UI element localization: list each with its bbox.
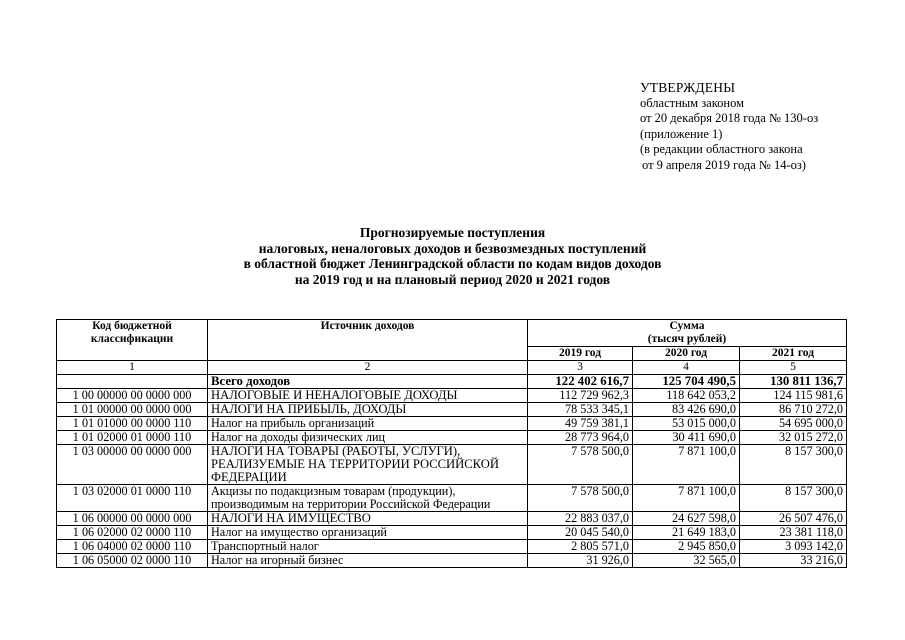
row-value-2020: 53 015 000,0 xyxy=(633,417,740,431)
approval-line: от 9 апреля 2019 года № 14-оз) xyxy=(642,157,806,172)
row-code: 1 06 02000 02 0000 110 xyxy=(57,526,208,540)
row-value-2021: 33 216,0 xyxy=(740,554,847,568)
header-code: Код бюджетной классификации xyxy=(57,320,208,361)
row-value-2021: 8 157 300,0 xyxy=(740,485,847,512)
row-code: 1 01 00000 00 0000 000 xyxy=(57,403,208,417)
header-sum-unit: (тысяч рублей) xyxy=(647,333,727,345)
row-value-2021: 23 381 118,0 xyxy=(740,526,847,540)
row-value-2019: 7 578 500,0 xyxy=(528,445,633,485)
row-source: НАЛОГОВЫЕ И НЕНАЛОГОВЫЕ ДОХОДЫ xyxy=(208,389,528,403)
row-value-2020: 7 871 100,0 xyxy=(633,485,740,512)
approval-line: (приложение 1) xyxy=(640,126,723,141)
header-source: Источник доходов xyxy=(208,320,528,361)
row-code: 1 01 01000 00 0000 110 xyxy=(57,417,208,431)
row-source: Налог на прибыль организаций xyxy=(208,417,528,431)
table-row xyxy=(57,389,847,403)
column-number: 4 xyxy=(633,361,740,375)
row-code: 1 06 04000 02 0000 110 xyxy=(57,540,208,554)
table-row xyxy=(57,403,847,417)
row-code: 1 03 02000 01 0000 110 xyxy=(57,485,208,512)
row-value-2021: 26 507 476,0 xyxy=(740,512,847,526)
row-value-2021: 32 015 272,0 xyxy=(740,431,847,445)
approval-block xyxy=(640,80,818,173)
row-value-2020: 32 565,0 xyxy=(633,554,740,568)
column-number: 3 xyxy=(528,361,633,375)
row-value-2019: 78 533 345,1 xyxy=(528,403,633,417)
title-line: в областной бюджет Ленинградской области по кодам видов доходов xyxy=(243,256,662,271)
row-code: 1 00 00000 00 0000 000 xyxy=(57,389,208,403)
approval-line: от 20 декабря 2018 года № 130-оз xyxy=(640,111,819,125)
row-value-2020: 83 426 690,0 xyxy=(633,403,740,417)
header-sum-label: Сумма xyxy=(669,320,705,332)
row-value-2019: 2 805 571,0 xyxy=(528,540,633,554)
row-code: 1 01 02000 01 0000 110 xyxy=(57,431,208,445)
row-value-2019: 28 773 964,0 xyxy=(528,431,633,445)
row-code: 1 06 05000 02 0000 110 xyxy=(57,554,208,568)
table-row-total xyxy=(57,375,847,389)
row-value-2020: 2 945 850,0 xyxy=(633,540,740,554)
approval-heading: УТВЕРЖДЕНЫ xyxy=(640,80,736,95)
table-row xyxy=(57,431,847,445)
title-line: налоговых, неналоговых доходов и безвозмездных поступлений xyxy=(258,240,647,256)
row-value-2019: 7 578 500,0 xyxy=(528,485,633,512)
title-line: на 2019 год и на плановый период 2020 и 2021 годов xyxy=(294,271,611,287)
column-number: 5 xyxy=(740,361,847,375)
row-source: Транспортный налог xyxy=(208,540,528,554)
row-value-2021: 130 811 136,7 xyxy=(740,375,847,389)
table-row xyxy=(57,445,847,485)
header-year: 2019 год xyxy=(528,347,633,361)
row-source: НАЛОГИ НА ТОВАРЫ (РАБОТЫ, УСЛУГИ), РЕАЛИЗУЕМЫЕ НА ТЕРРИТОРИИ РОССИЙСКОЙ ФЕДЕРАЦИИ xyxy=(208,445,528,485)
row-value-2019: 31 926,0 xyxy=(528,554,633,568)
row-code: 1 06 00000 00 0000 000 xyxy=(57,512,208,526)
row-value-2020: 7 871 100,0 xyxy=(633,445,740,485)
approval-line: (в редакции областного закона xyxy=(640,142,803,156)
row-source: НАЛОГИ НА ПРИБЫЛЬ, ДОХОДЫ xyxy=(208,403,528,417)
table-row xyxy=(57,512,847,526)
table-row xyxy=(57,554,847,568)
row-code xyxy=(57,375,208,389)
table-row xyxy=(57,540,847,554)
title-line: Прогнозируемые поступления xyxy=(359,225,546,240)
row-source: НАЛОГИ НА ИМУЩЕСТВО xyxy=(208,512,528,526)
row-source: Налог на игорный бизнес xyxy=(208,554,528,568)
table-row xyxy=(57,526,847,540)
row-value-2020: 125 704 490,5 xyxy=(633,375,740,389)
row-source: Налог на доходы физических лиц xyxy=(208,431,528,445)
row-source: Акцизы по подакцизным товарам (продукции), производимым на территории Российской Федерации xyxy=(208,485,528,512)
row-value-2021: 124 115 981,6 xyxy=(740,389,847,403)
header-year: 2020 год xyxy=(633,347,740,361)
row-value-2020: 24 627 598,0 xyxy=(633,512,740,526)
row-value-2021: 54 695 000,0 xyxy=(740,417,847,431)
row-source: Всего доходов xyxy=(208,375,528,389)
table-row xyxy=(57,417,847,431)
header-year: 2021 год xyxy=(740,347,847,361)
table-row xyxy=(57,485,847,512)
document-title xyxy=(0,225,905,287)
revenue-table xyxy=(56,319,847,568)
row-value-2019: 49 759 381,1 xyxy=(528,417,633,431)
row-value-2021: 86 710 272,0 xyxy=(740,403,847,417)
header-sum xyxy=(528,320,847,347)
row-value-2021: 8 157 300,0 xyxy=(740,445,847,485)
row-value-2020: 21 649 183,0 xyxy=(633,526,740,540)
row-value-2019: 122 402 616,7 xyxy=(528,375,633,389)
row-value-2019: 20 045 540,0 xyxy=(528,526,633,540)
row-value-2020: 118 642 053,2 xyxy=(633,389,740,403)
row-source: Налог на имущество организаций xyxy=(208,526,528,540)
row-code: 1 03 00000 00 0000 000 xyxy=(57,445,208,485)
column-number: 1 xyxy=(57,361,208,375)
row-value-2020: 30 411 690,0 xyxy=(633,431,740,445)
row-value-2019: 22 883 037,0 xyxy=(528,512,633,526)
row-value-2019: 112 729 962,3 xyxy=(528,389,633,403)
approval-line: областным законом xyxy=(640,95,745,110)
row-value-2021: 3 093 142,0 xyxy=(740,540,847,554)
column-number: 2 xyxy=(208,361,528,375)
